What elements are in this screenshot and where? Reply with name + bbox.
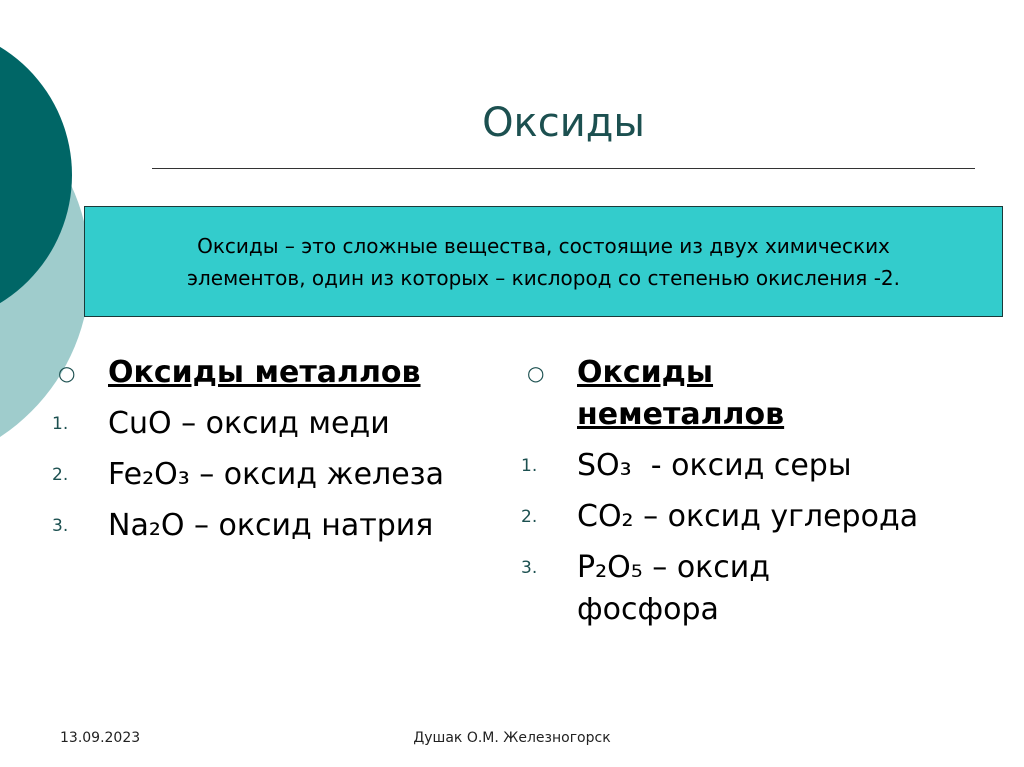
list-item: CO₂ – оксид углерода [577, 499, 919, 534]
list-number: 2. [52, 465, 69, 485]
slide-title: Оксиды [482, 100, 645, 146]
bullet-circle-icon: ○ [58, 361, 76, 385]
definition-box [84, 206, 1003, 317]
list-item: CuO – оксид меди [108, 406, 390, 441]
list-number: 1. [521, 456, 538, 476]
list-item: SO₃ - оксид серы [577, 448, 852, 483]
list-item-continuation: фосфора [577, 592, 719, 627]
nonmetal-oxides-column [521, 352, 919, 640]
footer-author: Душак О.М. Железногорск [413, 730, 611, 746]
metal-oxides-column [52, 352, 445, 556]
definition-line-2: элементов, один из которых – кислород со степенью окисления -2. [187, 266, 900, 290]
list-number: 1. [52, 414, 69, 434]
list-number: 3. [521, 558, 538, 578]
definition-line-1: Оксиды – это сложные вещества, состоящие из двух химических [197, 234, 890, 258]
nonmetal-oxides-heading-2: неметаллов [577, 397, 785, 432]
nonmetal-oxides-heading-1: Оксиды [577, 355, 714, 390]
list-number: 2. [521, 507, 538, 527]
list-item: Na₂O – оксид натрия [108, 508, 434, 543]
metal-oxides-heading: Оксиды металлов [108, 355, 421, 390]
footer-date: 13.09.2023 [60, 730, 141, 746]
list-item: Fe₂O₃ – оксид железа [108, 457, 445, 492]
list-number: 3. [52, 516, 69, 536]
list-item: P₂O₅ – оксид [577, 550, 771, 585]
title-divider [152, 168, 975, 169]
bullet-circle-icon: ○ [527, 361, 545, 385]
